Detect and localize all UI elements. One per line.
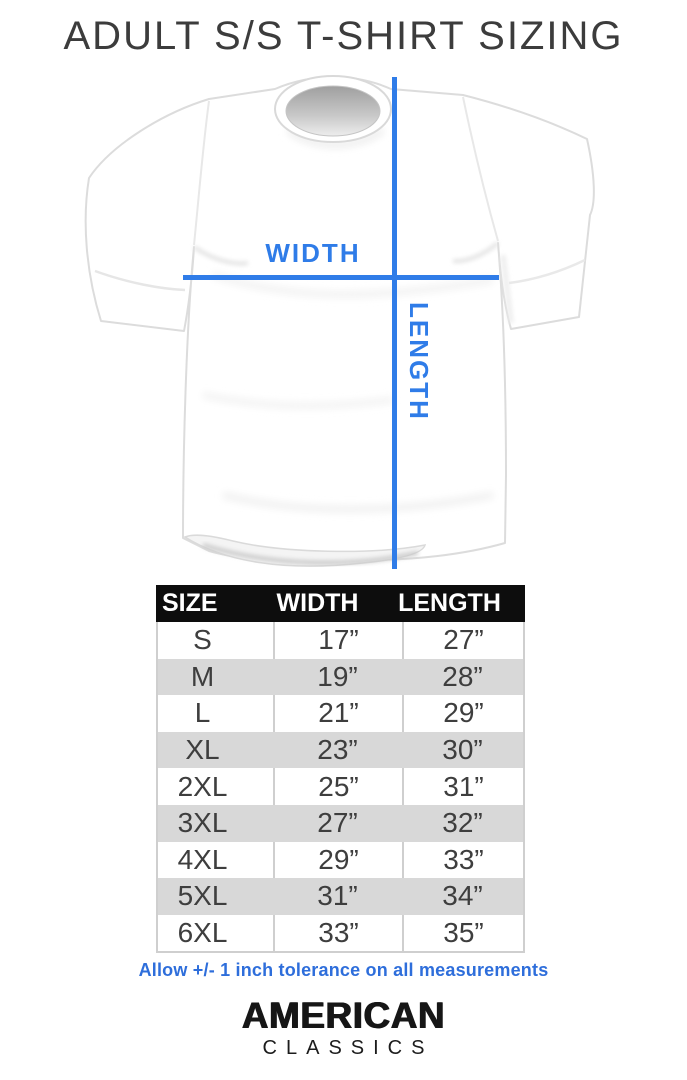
size-table-body [156,622,525,953]
table-row [158,732,523,769]
size-cell: 4XL [177,843,228,875]
width-cell: 29” [273,842,402,879]
length-cell: 32” [442,807,483,839]
length-measure-line [392,77,397,569]
length-cell: 35” [402,915,523,952]
header-width: WIDTH [276,589,359,617]
page-title: ADULT S/S T-SHIRT SIZING [63,14,624,58]
length-cell: 31” [402,768,523,805]
header-size: SIZE [162,589,218,617]
length-cell: 27” [402,622,523,659]
width-cell: 17” [273,622,402,659]
brand-subtitle: CLASSICS [262,1037,434,1059]
collar [275,76,391,142]
table-row [158,915,523,952]
width-cell: 21” [273,695,402,732]
table-row [158,622,523,659]
table-header-row [156,585,525,622]
size-cell: 2XL [177,770,228,802]
size-cell: 6XL [177,917,228,949]
length-cell: 30” [442,734,483,766]
length-cell: 28” [442,660,483,692]
length-label: LENGTH [404,302,434,421]
length-cell: 29” [402,695,523,732]
table-row [158,878,523,915]
size-cell: XL [185,734,220,766]
size-cell: 5XL [177,880,228,912]
table-row [158,659,523,696]
size-cell: 3XL [177,807,228,839]
width-cell: 31” [317,880,358,912]
brand-logo [0,997,687,1058]
tshirt-illustration [73,75,613,575]
width-cell: 27” [317,807,358,839]
size-cell: L [194,697,211,729]
size-cell: S [193,624,212,656]
size-cell: M [190,660,215,692]
brand-name: AMERICAN [241,995,446,1036]
table-row [158,805,523,842]
length-cell: 33” [402,842,523,879]
size-table [156,585,525,953]
table-row [158,695,523,732]
tee-silhouette [86,77,594,563]
tshirt-measurement-diagram [73,75,613,575]
width-cell: 25” [273,768,402,805]
width-label: WIDTH [265,238,361,268]
length-cell: 34” [442,880,483,912]
header-length: LENGTH [398,589,501,617]
width-cell: 19” [317,660,358,692]
tolerance-note: Allow +/- 1 inch tolerance on all measurements [138,960,549,980]
width-cell: 33” [273,915,402,952]
table-row [158,842,523,879]
table-row [158,768,523,805]
width-cell: 23” [317,734,358,766]
width-measure-line [183,275,499,280]
